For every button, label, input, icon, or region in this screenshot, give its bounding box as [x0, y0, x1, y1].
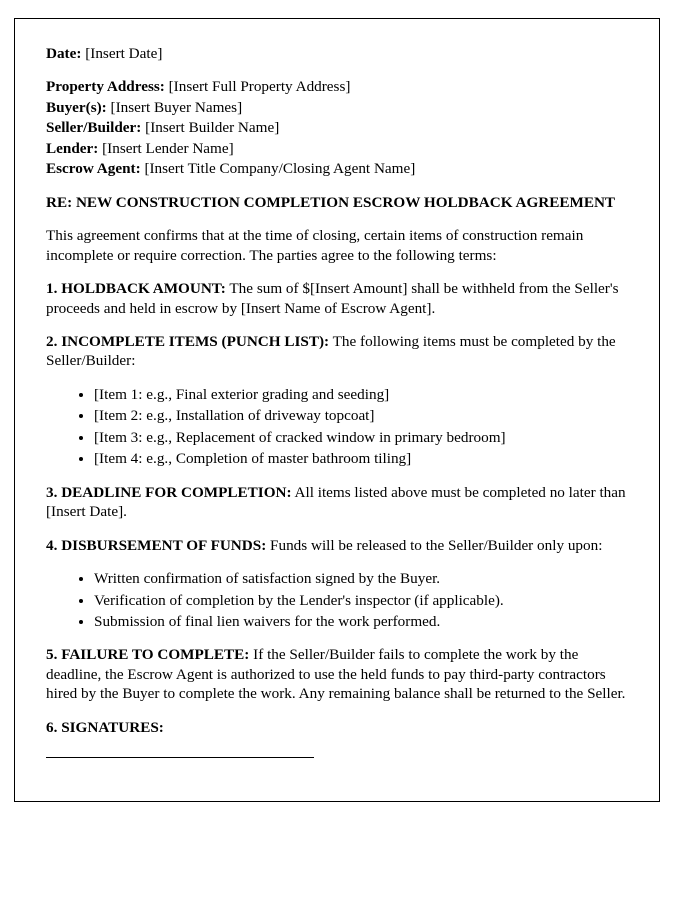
- disbursement-list: [46, 569, 630, 631]
- re-heading: RE: NEW CONSTRUCTION COMPLETION ESCROW HOLDBACK AGREEMENT: [46, 193, 616, 211]
- section-3: [46, 483, 630, 522]
- seller-builder-value: [Insert Builder Name]: [145, 119, 280, 137]
- buyers-label: Buyer(s):: [46, 98, 107, 116]
- intro-paragraph: This agreement confirms that at the time of closing, certain items of construction remain incomplete or require correction. The parties agree to the following terms:: [46, 227, 584, 264]
- seller-builder-label: Seller/Builder:: [46, 119, 142, 137]
- property-address-label: Property Address:: [46, 78, 165, 96]
- section-2-heading: 2. INCOMPLETE ITEMS (PUNCH LIST):: [46, 332, 330, 350]
- section-3-body: All items listed above must be completed no later than [Insert Date].: [46, 483, 626, 521]
- section-6: [46, 718, 630, 737]
- section-1-heading: 1. HOLDBACK AMOUNT:: [46, 280, 226, 298]
- list-item: • [Item 1: e.g., Final exterior grading and seeding]: [94, 385, 630, 404]
- list-item: • [Item 3: e.g., Replacement of cracked window in primary bedroom]: [94, 428, 630, 447]
- seller-builder-line: [46, 118, 630, 137]
- list-item: • Submission of final lien waivers for the work performed.: [94, 612, 630, 631]
- punch-list: [46, 385, 630, 469]
- escrow-agent-label: Escrow Agent:: [46, 160, 141, 178]
- escrow-agent-value: [Insert Title Company/Closing Agent Name]: [144, 160, 416, 178]
- date-value: [Insert Date]: [85, 45, 163, 62]
- section-1-body: The sum of $[Insert Amount] shall be withheld from the Seller's proceeds and held in escrow by [Insert Name of Escrow Agent].: [46, 280, 619, 317]
- escrow-agent-line: [46, 159, 630, 178]
- list-item: • [Item 2: e.g., Installation of driveway topcoat]: [94, 406, 630, 425]
- date-line: [46, 44, 630, 63]
- lender-value: [Insert Lender Name]: [102, 139, 234, 157]
- party-block: [46, 77, 630, 178]
- section-2: [46, 332, 630, 371]
- lender-label: Lender:: [46, 139, 99, 157]
- section-4: [46, 536, 630, 555]
- document-content: [46, 44, 630, 758]
- section-4-heading: 4. DISBURSEMENT OF FUNDS:: [46, 536, 267, 554]
- buyers-line: [46, 98, 630, 117]
- section-6-heading: 6. SIGNATURES:: [46, 718, 164, 736]
- section-1: [46, 279, 630, 318]
- section-5-heading: 5. FAILURE TO COMPLETE:: [46, 646, 250, 664]
- property-address-line: [46, 77, 630, 96]
- list-item: • [Item 4: e.g., Completion of master bathroom tiling]: [94, 449, 630, 468]
- property-address-value: [Insert Full Property Address]: [168, 78, 351, 96]
- section-5-body: If the Seller/Builder fails to complete the work by the deadline, the Escrow Agent is authorized to use the held funds to pay third-party contractors hired by the Buyer to complete the work. Any remaining balance shall be returned to the Seller.: [46, 646, 626, 703]
- buyers-value: [Insert Buyer Names]: [110, 98, 243, 116]
- lender-line: [46, 139, 630, 158]
- section-3-heading: 3. DEADLINE FOR COMPLETION:: [46, 483, 292, 501]
- list-item: • Verification of completion by the Lender's inspector (if applicable).: [94, 591, 630, 610]
- date-label: Date:: [46, 45, 82, 62]
- section-4-body: Funds will be released to the Seller/Builder only upon:: [270, 536, 603, 554]
- section-5: [46, 645, 630, 703]
- section-2-body: The following items must be completed by the Seller/Builder:: [46, 332, 616, 370]
- signature-line: [46, 757, 314, 758]
- list-item: • Written confirmation of satisfaction signed by the Buyer.: [94, 569, 630, 588]
